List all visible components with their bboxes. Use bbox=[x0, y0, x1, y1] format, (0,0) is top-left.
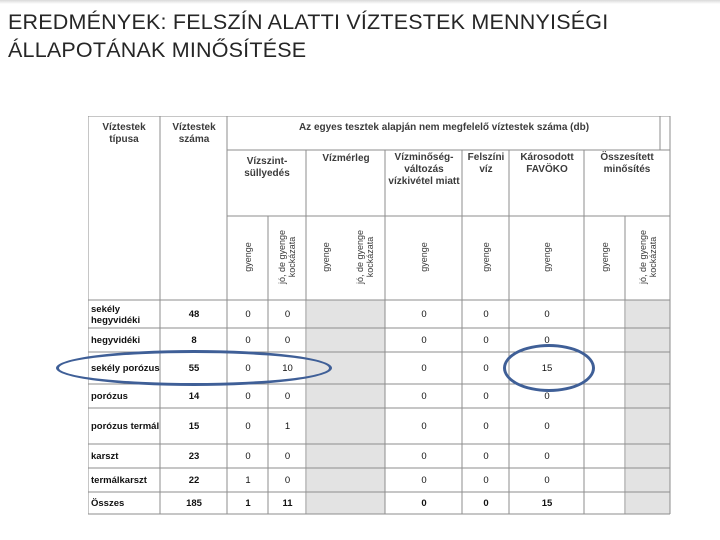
table-cell: 0 bbox=[544, 390, 550, 402]
title-line-1: EREDMÉNYEK: FELSZÍN ALATTI VÍZTESTEK MENNYISÉGI bbox=[8, 10, 609, 34]
table-cell: 0 bbox=[483, 450, 489, 462]
table-cell: 0 bbox=[421, 474, 427, 486]
table-cell: 0 bbox=[421, 497, 427, 509]
row-label: karszt bbox=[91, 450, 119, 462]
top-shadow bbox=[0, 0, 720, 4]
table-cell: 1 bbox=[284, 420, 291, 432]
header-test-quality: Vízminőség-változás vízkivétel miatt bbox=[388, 152, 460, 187]
table-cell: 0 bbox=[245, 309, 251, 320]
table-cell: 0 bbox=[483, 309, 489, 320]
slide-title bbox=[8, 8, 708, 64]
row-label: porózus termál bbox=[91, 420, 160, 432]
table-cell: 48 bbox=[188, 309, 200, 320]
sub-subsidence-good-risk: jó, de gyenge kockázata bbox=[277, 229, 298, 285]
table-cell: 0 bbox=[421, 362, 427, 374]
table-cell: 0 bbox=[483, 390, 489, 402]
table-cell: 10 bbox=[282, 362, 293, 374]
table-cell: 0 bbox=[483, 420, 489, 432]
table-cell: 0 bbox=[544, 334, 550, 346]
sub-favoko-weak: gyenge bbox=[542, 242, 552, 272]
row-label: hegyvidéki bbox=[91, 334, 141, 346]
table-cell: 0 bbox=[421, 420, 427, 432]
table-cell: 0 bbox=[284, 334, 291, 346]
header-type: Víztestek típusa bbox=[102, 122, 146, 145]
table-cell: 0 bbox=[245, 390, 251, 402]
table-cell: 0 bbox=[421, 450, 427, 462]
table-cell: 22 bbox=[188, 474, 200, 486]
table-cell: 0 bbox=[483, 474, 489, 486]
table-cell: 0 bbox=[245, 450, 251, 462]
header-group: Az egyes tesztek alapján nem megfelelő víztestek száma (db) bbox=[298, 122, 590, 133]
table-cell: 0 bbox=[544, 450, 550, 462]
row-label: Összes bbox=[91, 497, 125, 509]
row-label: porózus bbox=[91, 390, 128, 402]
table-cell: 1 bbox=[245, 497, 251, 509]
row-label: sekély porózus bbox=[91, 362, 160, 374]
grey-cell-overall-good bbox=[626, 300, 670, 514]
table-cell: 15 bbox=[188, 420, 200, 432]
table-cell: 0 bbox=[421, 309, 427, 320]
table-cell: 0 bbox=[284, 390, 291, 402]
table-cell: 0 bbox=[483, 497, 489, 509]
highlight-ellipse-sekely-porozus bbox=[56, 350, 332, 386]
table-cell: 11 bbox=[282, 497, 293, 509]
table-cell: 0 bbox=[245, 362, 251, 374]
table-cell: 0 bbox=[483, 362, 489, 374]
table-cell: 8 bbox=[191, 334, 197, 346]
table-cell: 23 bbox=[188, 450, 200, 462]
sub-overall-good-risk: jó, de gyenge kockázata bbox=[638, 229, 659, 285]
header-test-overall: Összesített minősítés bbox=[600, 152, 654, 175]
table-cell: 0 bbox=[284, 450, 291, 462]
table-cell: 0 bbox=[245, 334, 251, 346]
header-test-surface: Felszíni víz bbox=[467, 152, 505, 175]
sub-subsidence-weak: gyenge bbox=[243, 242, 253, 272]
table-cell: 0 bbox=[544, 474, 550, 486]
table-cell: 185 bbox=[186, 497, 202, 509]
table-cell: 0 bbox=[483, 334, 489, 346]
title-line-2: ÁLLAPOTÁNAK MINŐSÍTÉSE bbox=[8, 38, 307, 62]
table-cell: 0 bbox=[284, 474, 291, 486]
table-cell: 1 bbox=[245, 474, 251, 486]
row-label: sekély hegyvidéki bbox=[91, 303, 141, 326]
table-cell: 0 bbox=[284, 309, 291, 320]
table-cell: 14 bbox=[188, 390, 200, 402]
highlight-ellipse-overall bbox=[503, 344, 595, 392]
table-cell: 0 bbox=[544, 309, 550, 320]
header-test-favoko: Károsodott FAVÖKO bbox=[520, 152, 574, 175]
row-label: termálkarszt bbox=[91, 474, 147, 486]
sub-balance-good-risk: jó, de gyenge kockázata bbox=[355, 229, 376, 285]
table-cell: 0 bbox=[421, 334, 427, 346]
table-cell: 0 bbox=[544, 420, 550, 432]
table-cell: 15 bbox=[541, 362, 553, 374]
sub-quality-weak: gyenge bbox=[419, 242, 429, 272]
sub-balance-weak: gyenge bbox=[321, 242, 331, 272]
sub-overall-weak: gyenge bbox=[600, 242, 610, 272]
table-cell: 0 bbox=[421, 390, 427, 402]
table-cell: 55 bbox=[188, 362, 200, 374]
results-table bbox=[88, 116, 674, 516]
header-test-balance: Vízmérleg bbox=[322, 153, 370, 164]
table-cell: 0 bbox=[245, 420, 251, 432]
header-count: Víztestek száma bbox=[172, 122, 216, 145]
sub-surface-weak: gyenge bbox=[481, 242, 491, 272]
header-test-subsidence: Vízszint-süllyedés bbox=[244, 156, 290, 179]
grey-cell-balance bbox=[307, 300, 385, 514]
table-cell: 15 bbox=[541, 497, 553, 509]
